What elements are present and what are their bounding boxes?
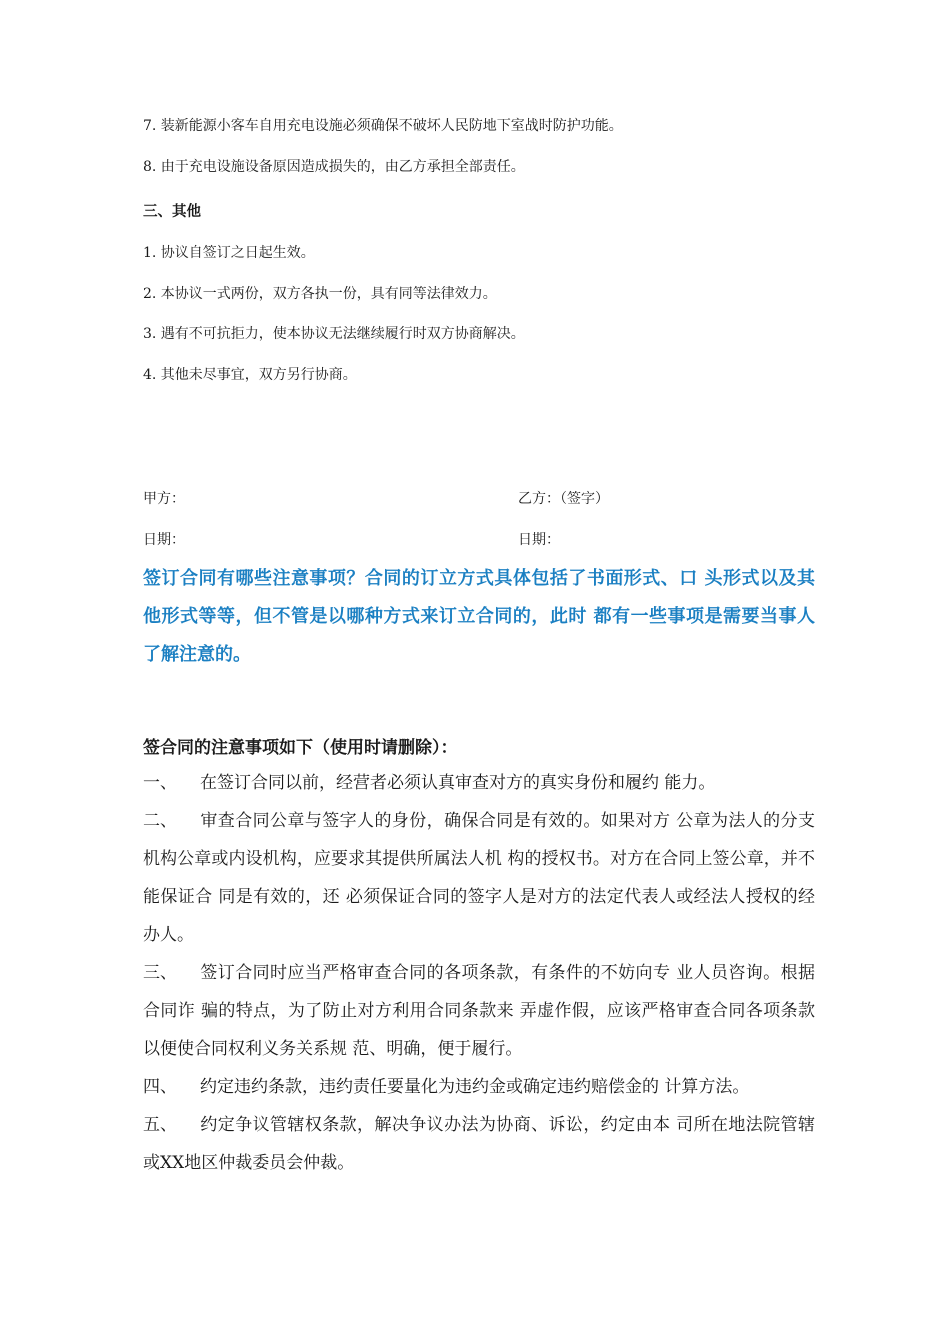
section-3-item-1: 1. 协议自签订之日起生效。: [143, 245, 315, 261]
notice-item-text: 约定违约条款，违约责任要量化为违约金或确定违约赔偿金的 计算方法。: [200, 1077, 750, 1097]
notice-item-text: 审查合同公章与签字人的身份，确保合同是有效的。如果对方 公章为法人的分支机构公章或内设机构，应要求其提供所属法人机 构的授权书。对方在合同上签公章，并不能保证合 同是有效的，还 必须保证合同的签字人是对方的法定代表人或经法人授权的经办人。: [143, 811, 815, 945]
highlight-paragraph: 签订合同有哪些注意事项？合同的订立方式具体包括了书面形式、口 头形式以及其他形式等等，但不管是以哪种方式来订立合同的，此时 都有一些事项是需要当事人了解注意的。: [143, 568, 815, 665]
notice-item-text: 在签订合同以前，经营者必须认真审查对方的真实身份和履约 能力。: [200, 773, 716, 793]
section-3-heading: 三、其他: [143, 204, 201, 220]
party-b-label: 乙方：（签字）: [518, 491, 609, 507]
notice-item-number: 三、: [143, 963, 177, 983]
notice-item-number: 四、: [143, 1077, 177, 1097]
notice-item-number: 五、: [143, 1115, 177, 1135]
clause-8: 8. 由于充电设施设备原因造成损失的，由乙方承担全部责任。: [143, 159, 525, 175]
section-3-item-4: 4. 其他未尽事宜，双方另行协商。: [143, 367, 357, 383]
notice-item-text: 约定争议管辖权条款，解决争议办法为协商、诉讼，约定由本 司所在地法院管辖或XX地区仲裁委员会仲裁。: [143, 1115, 815, 1173]
notice-item: [143, 802, 815, 954]
notice-title: 签合同的注意事项如下（使用时请删除）：: [143, 738, 458, 758]
notice-item: [143, 1068, 815, 1106]
notice-list: [143, 764, 815, 1182]
date-a-label: 日期：: [143, 532, 185, 548]
notice-item-number: 二、: [143, 811, 177, 831]
notice-item: [143, 954, 815, 1068]
notice-item: [143, 764, 815, 802]
date-b-label: 日期：: [518, 532, 560, 548]
section-3-item-3: 3. 遇有不可抗拒力，使本协议无法继续履行时双方协商解决。: [143, 326, 525, 342]
notice-item-text: 签订合同时应当严格审查合同的各项条款，有条件的不妨向专 业人员咨询。根据合同诈 骗的特点，为了防止对方利用合同条款来 弄虚作假，应该严格审查合同各项条款以便使合同权利义务关系规 范、明确，便于履行。: [143, 963, 815, 1059]
notice-item-number: 一、: [143, 773, 177, 793]
clause-7: 7. 装新能源小客车自用充电设施必须确保不破坏人民防地下室战时防护功能。: [143, 118, 623, 134]
section-3-item-2: 2. 本协议一式两份，双方各执一份，具有同等法律效力。: [143, 286, 497, 302]
party-a-label: 甲方：: [143, 491, 185, 507]
notice-item: [143, 1106, 815, 1182]
